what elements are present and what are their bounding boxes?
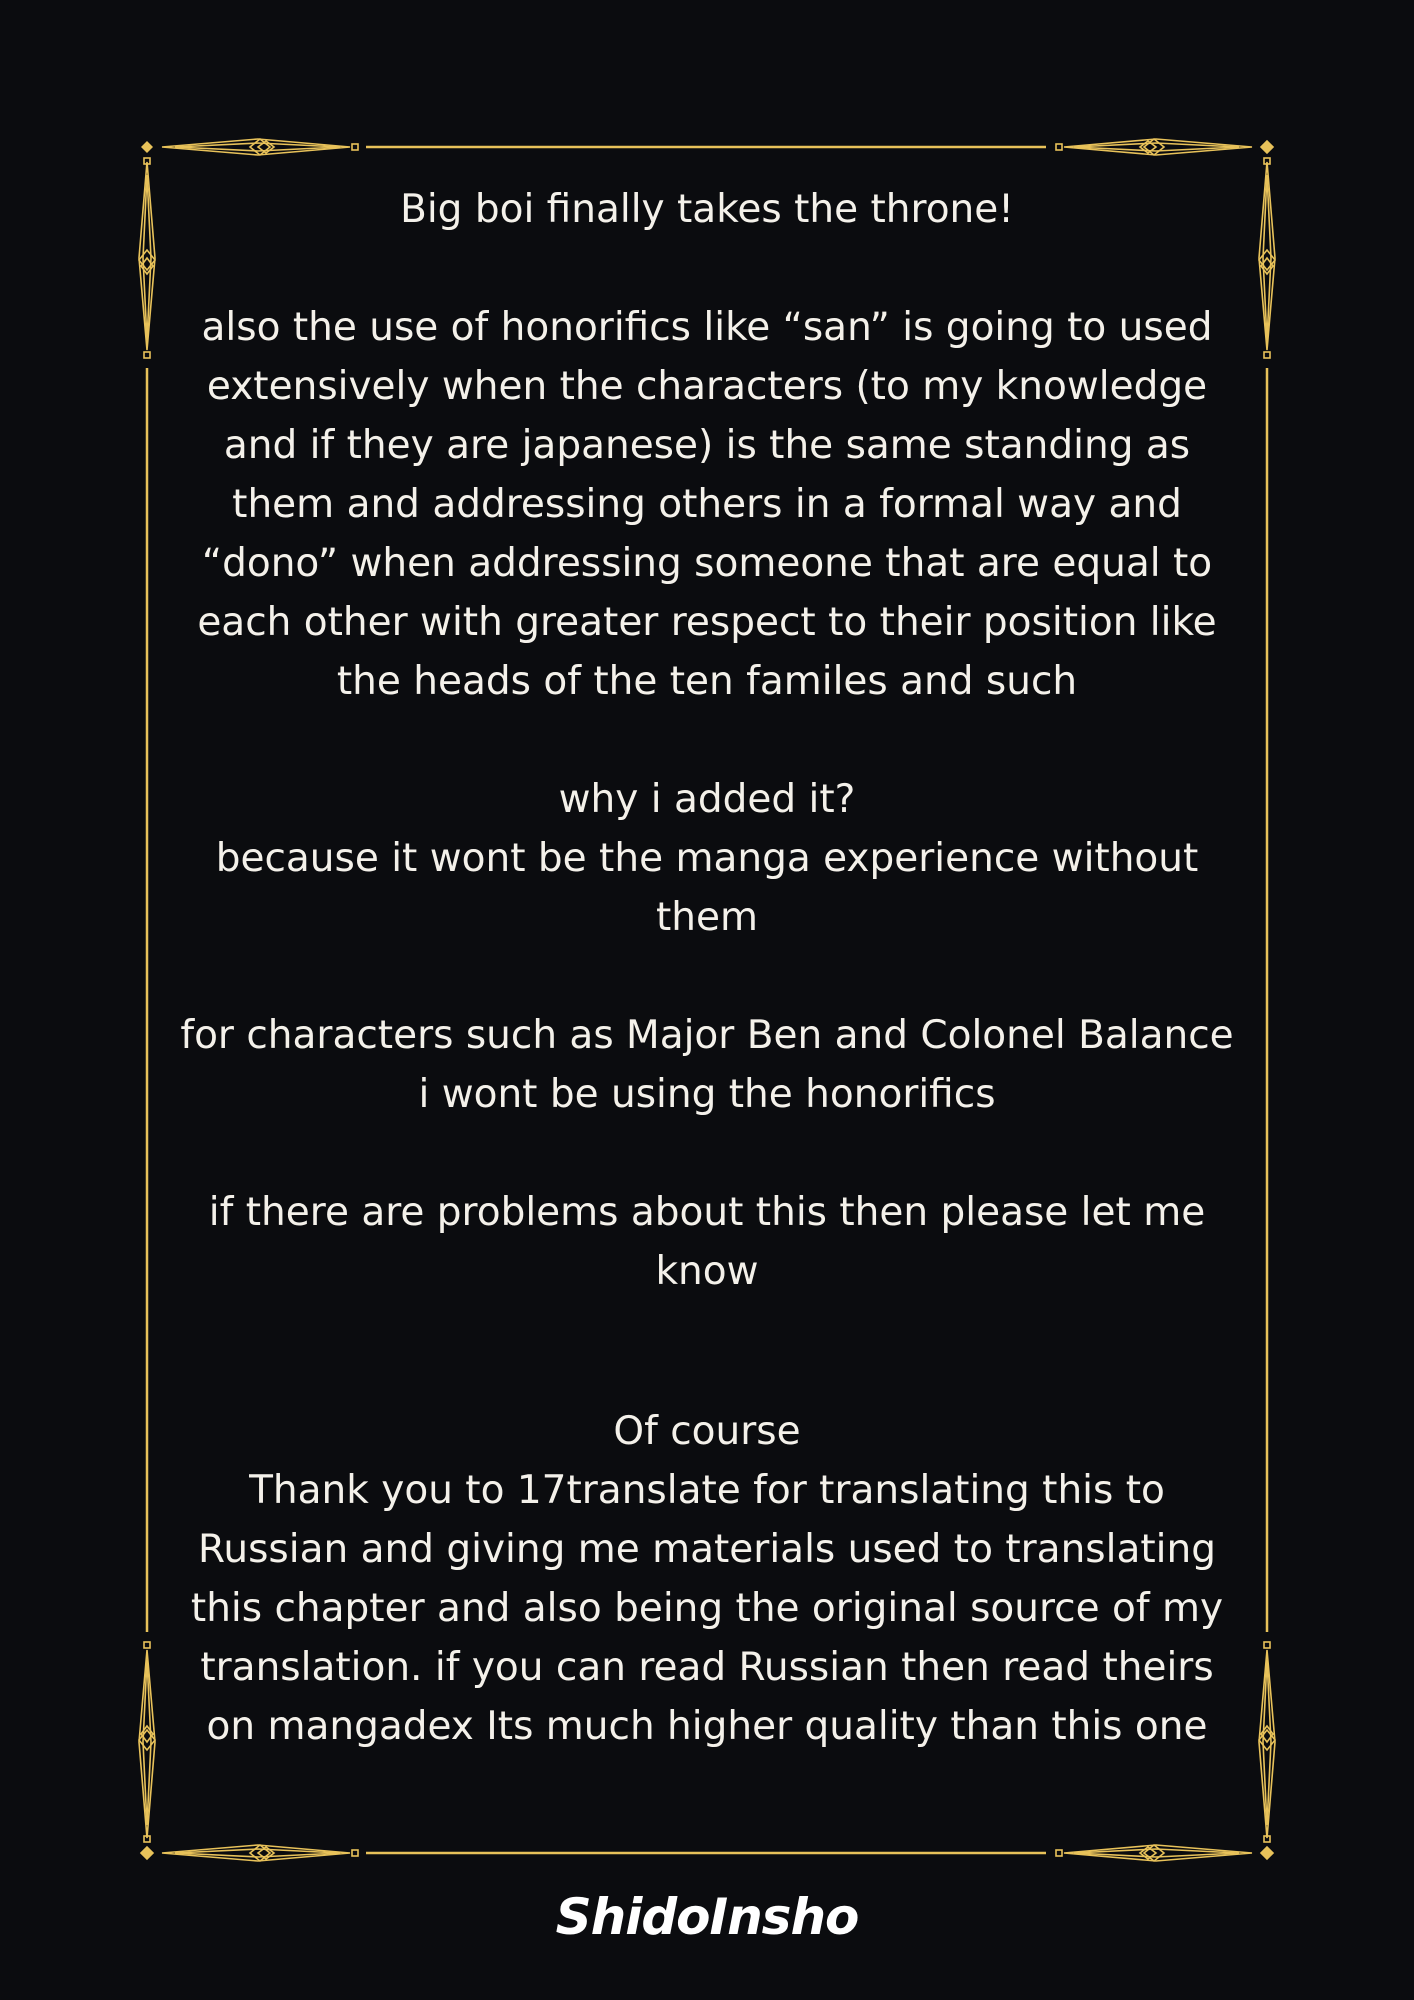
text-line: if there are problems about this then please let me [208,1190,1206,1235]
text-line: know [655,1249,759,1294]
text-line: translation. if you can read Russian then read theirs [200,1645,1214,1690]
translator-note [172,180,1242,1756]
text-line: each other with greater respect to their position like [197,600,1217,645]
text-line: them and addressing others in a formal way and [232,482,1182,527]
problems-paragraph [172,1183,1242,1301]
text-line: extensively when the characters (to my knowledge [206,364,1208,409]
honorifics-paragraph [172,298,1242,711]
text-line: Thank you to 17translate for translating this to [249,1468,1165,1513]
text-line: for characters such as Major Ben and Colonel Balance [180,1013,1234,1058]
text-line: “dono” when addressing someone that are equal to [201,541,1213,586]
text-line: Of course [613,1409,801,1454]
why-paragraph [172,770,1242,947]
text-line: why i added it? [558,777,856,822]
translator-signature: ShidoInsho [555,1888,859,1946]
title-line: Big boi finally takes the throne! [400,187,1014,232]
text-line: i wont be using the honorifics [418,1072,996,1117]
text-line: them [656,895,758,940]
text-line: because it wont be the manga experience without [215,836,1199,881]
thanks-paragraph [172,1402,1242,1756]
text-line: the heads of the ten familes and such [336,659,1078,704]
text-line: on mangadex Its much higher quality than this one [206,1704,1208,1749]
text-line: this chapter and also being the original source of my [190,1586,1224,1631]
text-line: also the use of honorifics like “san” is going to used [201,305,1213,350]
characters-paragraph [172,1006,1242,1124]
note-title [172,180,1242,239]
text-line: and if they are japanese) is the same standing as [223,423,1191,468]
text-line: Russian and giving me materials used to translating [198,1527,1216,1572]
